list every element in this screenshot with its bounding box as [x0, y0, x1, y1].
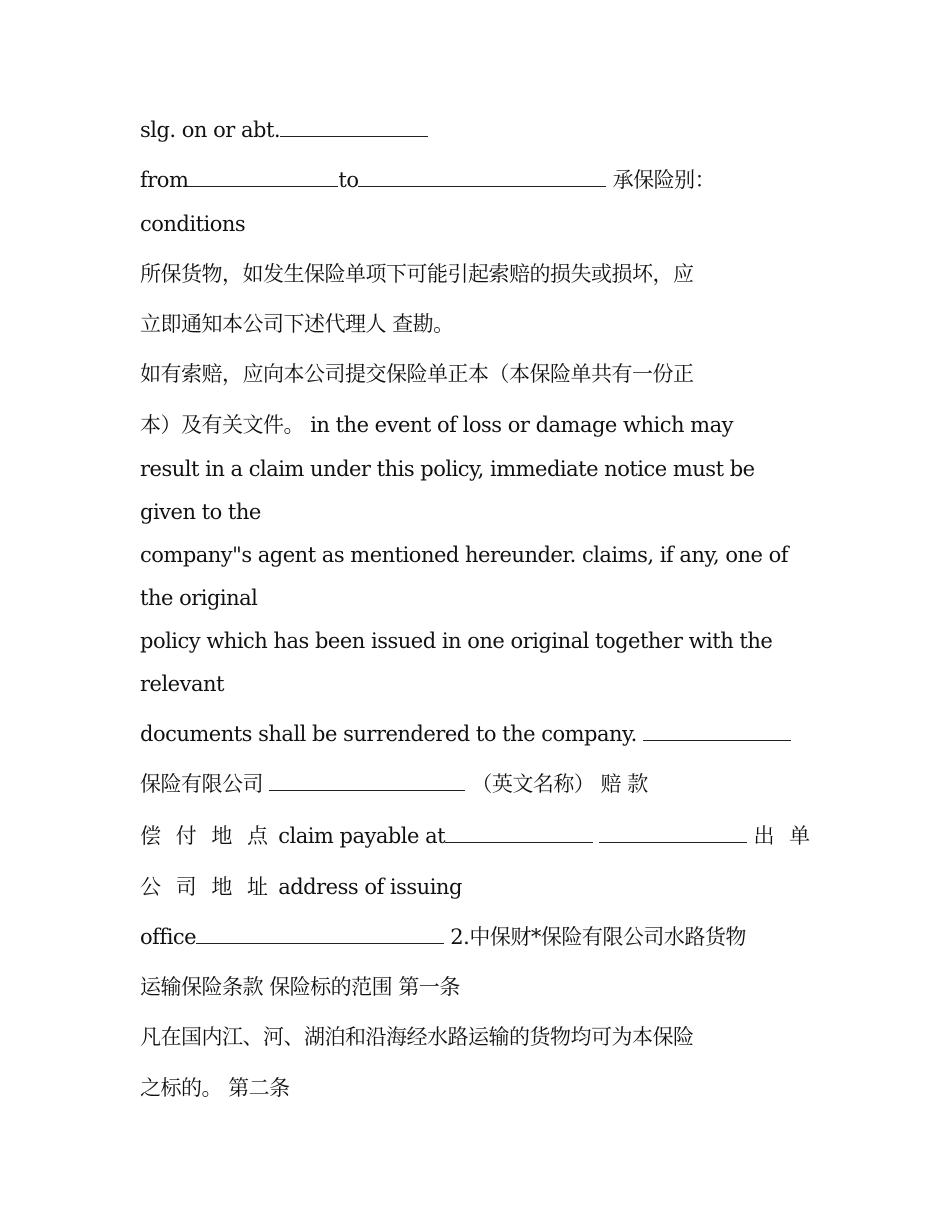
claim-en-text-7: relevant: [140, 672, 224, 696]
claim-payable-line: [140, 821, 830, 851]
notice-cn-text-1: 所保货物，如发生保险单项下可能引起索赔的损失或损坏，应: [140, 262, 694, 286]
to-blank: [358, 168, 606, 187]
clause-title-2: 运输保险条款 保险标的范围 第一条: [140, 975, 460, 999]
claim-en-text-5: the original: [140, 586, 258, 610]
route-line: [140, 165, 830, 195]
article-one-line-1: [140, 1022, 830, 1052]
claim-en-text-1: in the event of loss or damage which may: [310, 413, 733, 437]
claim-en-text-8: documents shall be surrendered to the company.: [140, 722, 637, 746]
payable-at-en-label: claim payable at: [278, 824, 446, 848]
office-line: [140, 922, 830, 952]
issuing-address-en-label: address of issuing: [278, 875, 462, 899]
payable-at-cn-label: 偿 付 地 点: [140, 824, 273, 848]
english-name-blank: [269, 772, 465, 791]
from-blank: [188, 168, 338, 187]
claim-mixed-line: [140, 410, 830, 440]
clause-title-1: 2.中保财*保险有限公司水路货物: [450, 925, 746, 949]
english-name-label: （英文名称） 赔 款: [471, 772, 648, 796]
payable-at-blank-2: [599, 824, 747, 843]
coverage-label-cn: 承保险别：: [612, 168, 716, 192]
claim-cn-text-2: 本）及有关文件。: [140, 413, 304, 437]
issuing-office-cn-label-2: 公 司 地 址: [140, 875, 273, 899]
claim-en-line-8: [140, 719, 830, 749]
clause-title-line: [140, 972, 830, 1002]
issuing-office-cn-label-1: 出 单: [753, 824, 815, 848]
article-one-line-2: [140, 1073, 830, 1103]
claim-cn-text-1: 如有索赔，应向本公司提交保险单正本（本保险单共有一份正: [140, 362, 694, 386]
claim-en-text-3: given to the: [140, 500, 261, 524]
voyage-date-line: [140, 115, 830, 145]
office-label: office: [140, 925, 197, 949]
notice-cn-text-2: 立即通知本公司下述代理人 查勘。: [140, 312, 454, 336]
insurer-name-label: 保险有限公司: [140, 772, 263, 796]
notice-cn-line-2: [140, 309, 830, 339]
conditions-label: conditions: [140, 212, 246, 236]
article-one-text-2: 之标的。 第二条: [140, 1076, 290, 1100]
article-one-text-1: 凡在国内江、河、湖泊和沿海经水路运输的货物均可为本保险: [140, 1025, 694, 1049]
to-label: to: [338, 168, 359, 192]
sailing-date-blank: [280, 118, 428, 137]
claim-en-line-7: [140, 669, 830, 699]
claim-en-line-3: [140, 497, 830, 527]
notice-cn-line-1: [140, 259, 830, 289]
claim-en-text-4: company"s agent as mentioned hereunder. claims, if any, one of: [140, 543, 789, 567]
claim-en-line-6: [140, 626, 830, 656]
payable-at-blank: [445, 824, 593, 843]
insurer-line: [140, 769, 830, 799]
claim-en-line-5: [140, 583, 830, 613]
claim-en-line-2: [140, 454, 830, 484]
sailing-date-label: slg. on or abt.: [140, 118, 281, 142]
company-signature-blank: [643, 722, 791, 741]
issuing-address-line: [140, 872, 830, 902]
conditions-line: [140, 209, 830, 239]
from-label: from: [140, 168, 189, 192]
claim-cn-line-1: [140, 359, 830, 389]
office-address-blank: [196, 925, 444, 944]
claim-en-text-2: result in a claim under this policy, immediate notice must be: [140, 457, 755, 481]
claim-en-text-6: policy which has been issued in one original together with the: [140, 629, 773, 653]
claim-en-line-4: [140, 540, 830, 570]
